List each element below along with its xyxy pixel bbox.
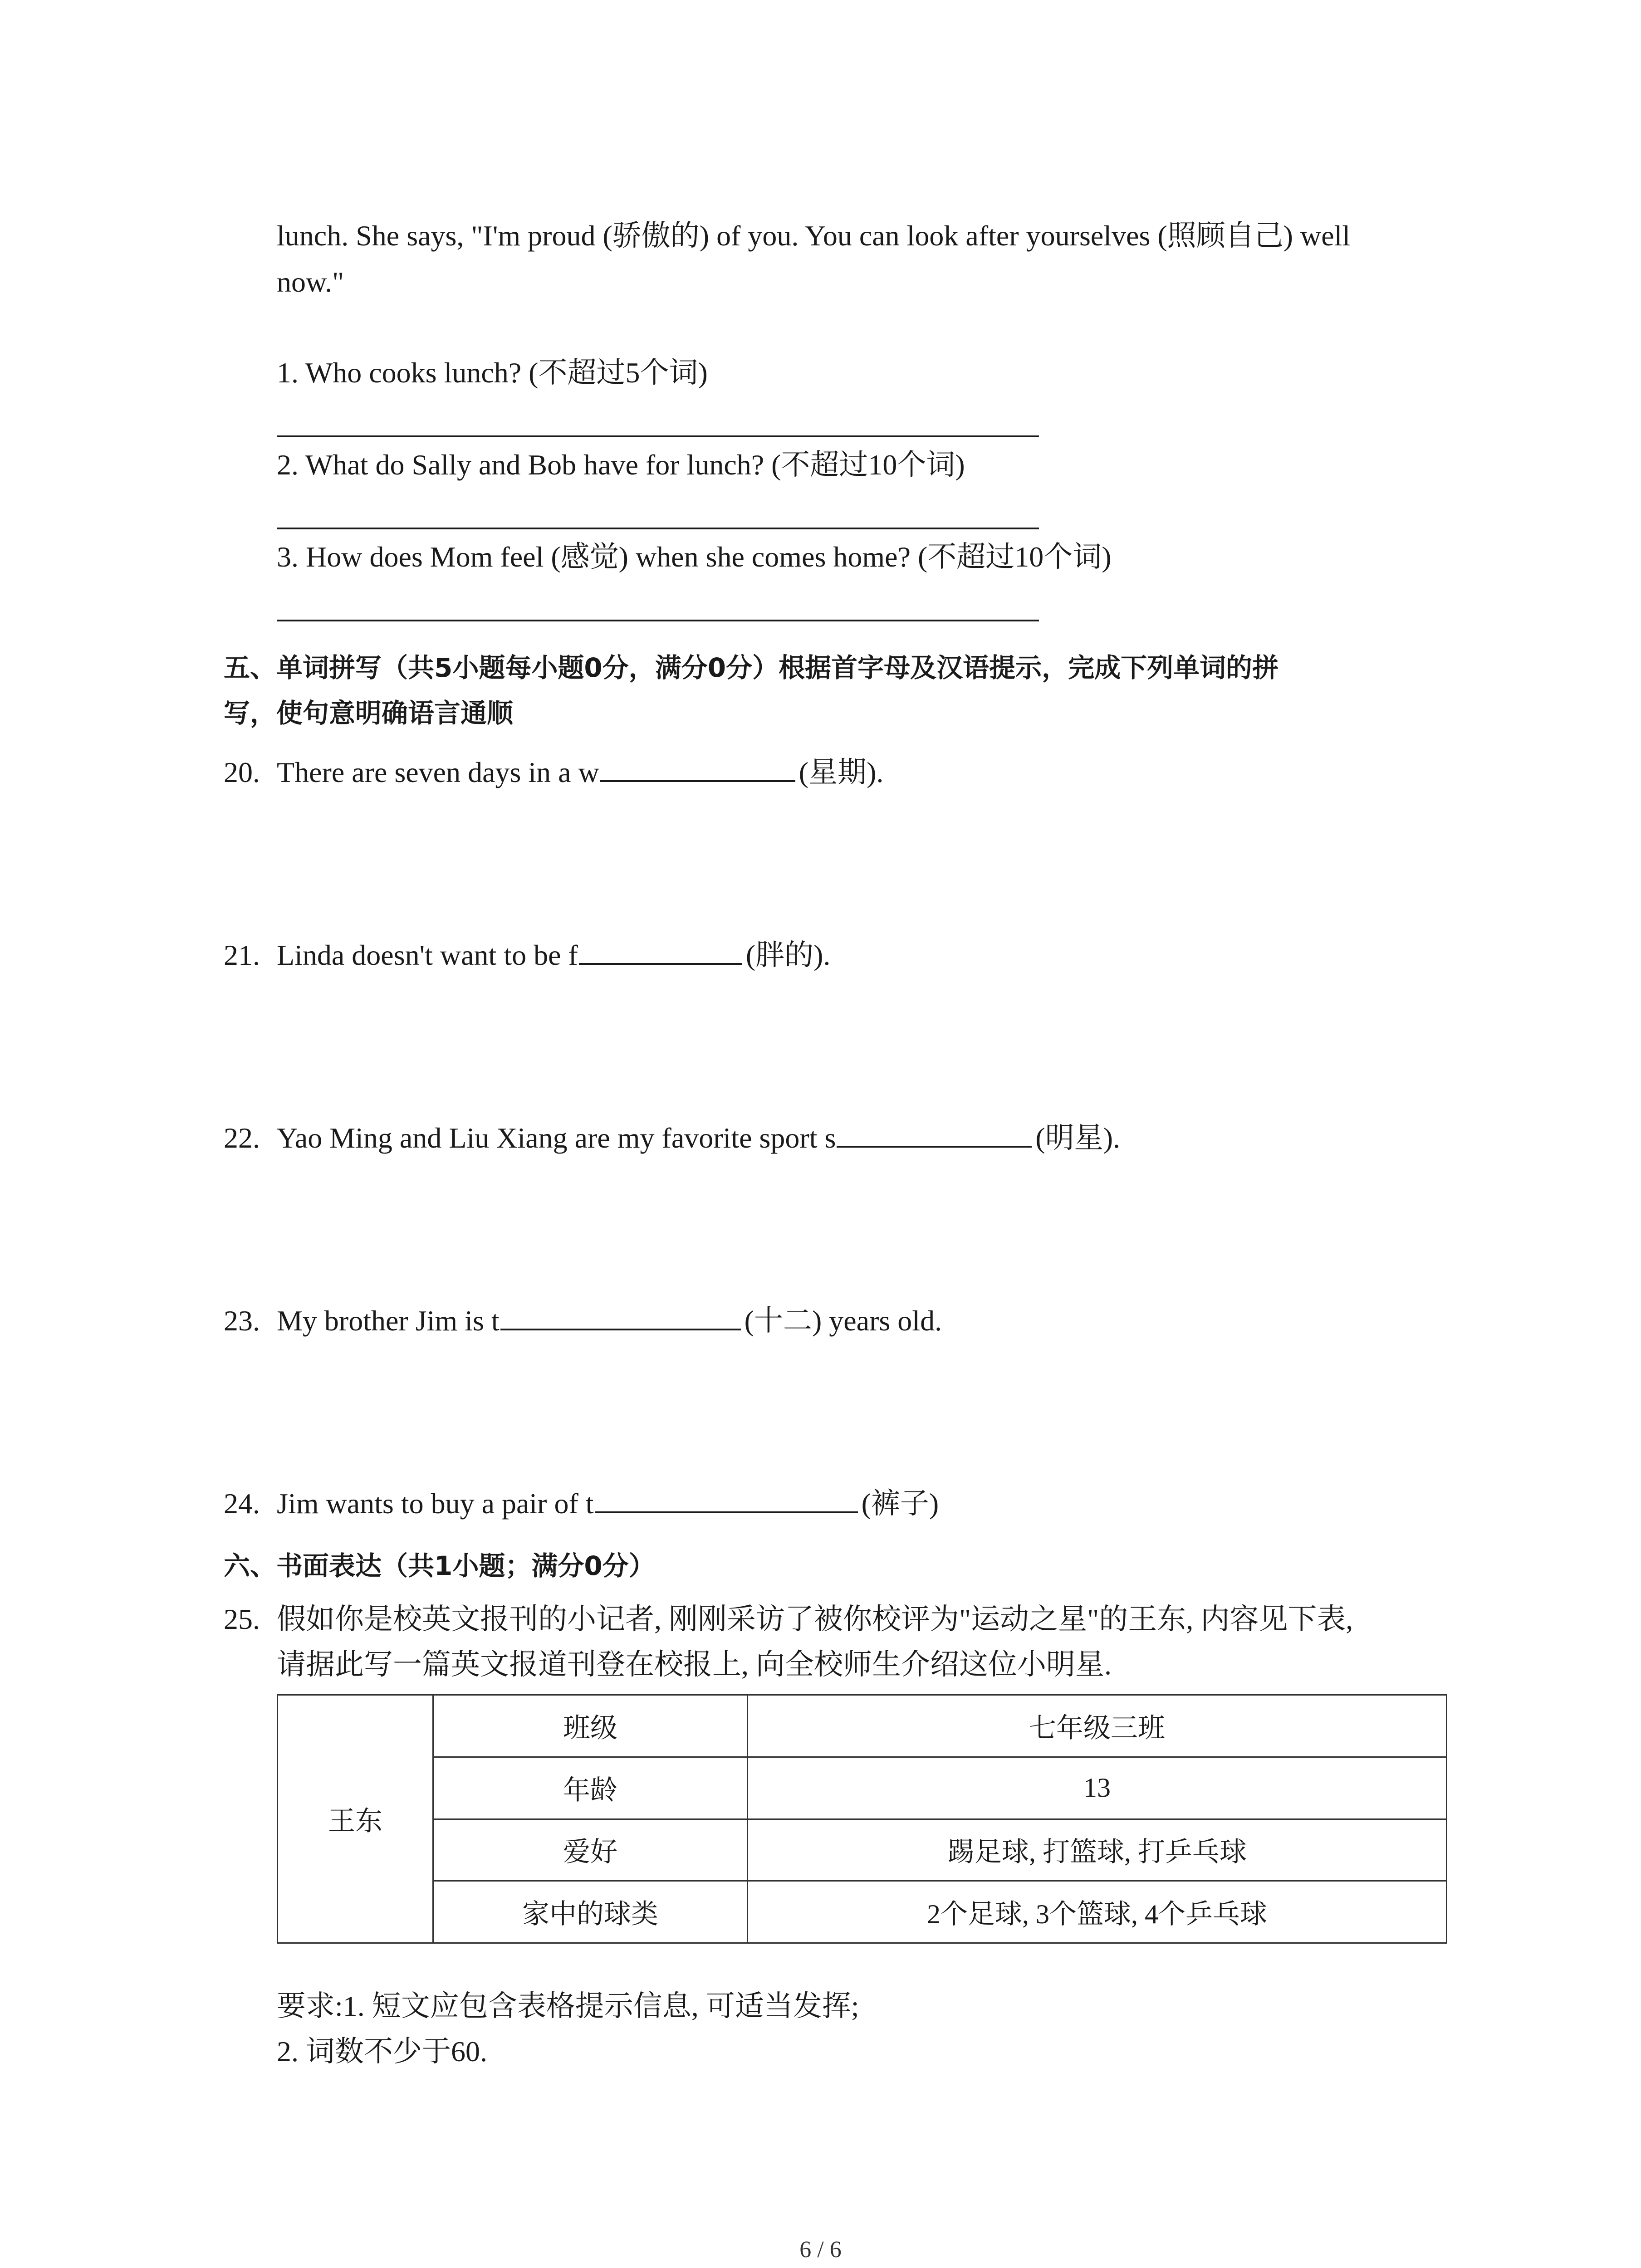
table-row bbox=[278, 1819, 1447, 1881]
item-text: Yao Ming and Liu Xiang are my favorite sport s bbox=[277, 1122, 836, 1154]
answer-line-1[interactable] bbox=[277, 435, 1039, 437]
writing-question-line-1 bbox=[224, 1601, 1353, 1637]
item-text: Linda doesn't want to be f bbox=[277, 939, 578, 971]
table-row bbox=[278, 1757, 1447, 1819]
item-hint: (十二) years old. bbox=[744, 1305, 942, 1337]
name-cell: 王东 bbox=[278, 1695, 433, 1943]
passage-line-2: now." bbox=[277, 266, 344, 298]
value-cell: 七年级三班 bbox=[748, 1695, 1447, 1757]
answer-blank[interactable] bbox=[579, 936, 742, 965]
section6-heading: 六、书面表达（共1小题；满分0分） bbox=[224, 1550, 655, 1581]
item-hint: (裤子) bbox=[861, 1487, 939, 1520]
question-3: 3. How does Mom feel (感觉) when she comes home? (不超过10个词) bbox=[277, 541, 1112, 573]
item-number: 22. bbox=[224, 1122, 260, 1154]
item-hint: (胖的). bbox=[745, 939, 831, 971]
item-hint: (明星). bbox=[1035, 1122, 1121, 1154]
item-text: My brother Jim is t bbox=[277, 1305, 500, 1337]
item-number: 21. bbox=[224, 939, 260, 971]
question-2: 2. What do Sally and Bob have for lunch? (不超过10个词) bbox=[277, 449, 965, 481]
label-cell: 班级 bbox=[433, 1695, 748, 1757]
item-number: 24. bbox=[224, 1487, 260, 1520]
requirement-line-1: 要求:1. 短文应包含表格提示信息, 可适当发挥; bbox=[277, 1990, 859, 2022]
spelling-item-23 bbox=[224, 1301, 942, 1339]
answer-line-3[interactable] bbox=[277, 620, 1039, 621]
item-number: 25. bbox=[224, 1603, 260, 1635]
section5-heading-line-2: 写，使句意明确语言通顺 bbox=[224, 698, 514, 728]
answer-blank[interactable] bbox=[500, 1301, 741, 1330]
writing-question-line-2: 请据此写一篇英文报道刊登在校报上, 向全校师生介绍这位小明星. bbox=[277, 1648, 1112, 1681]
item-text: There are seven days in a w bbox=[277, 756, 599, 788]
spelling-item-24 bbox=[224, 1484, 939, 1522]
value-cell: 踢足球, 打篮球, 打乒乓球 bbox=[748, 1819, 1447, 1881]
answer-line-2[interactable] bbox=[277, 528, 1039, 529]
answer-blank[interactable] bbox=[600, 753, 795, 782]
item-number: 23. bbox=[224, 1305, 260, 1337]
value-cell: 13 bbox=[748, 1757, 1447, 1819]
value-cell: 2个足球, 3个篮球, 4个乒乓球 bbox=[748, 1881, 1447, 1943]
item-text: Jim wants to buy a pair of t bbox=[277, 1487, 594, 1520]
label-cell: 爱好 bbox=[433, 1819, 748, 1881]
info-table bbox=[277, 1694, 1447, 1944]
spelling-item-21 bbox=[224, 936, 830, 973]
table-row bbox=[278, 1695, 1447, 1757]
spelling-item-22 bbox=[224, 1119, 1120, 1156]
label-cell: 家中的球类 bbox=[433, 1881, 748, 1943]
spelling-item-20 bbox=[224, 753, 883, 791]
question-1: 1. Who cooks lunch? (不超过5个词) bbox=[277, 357, 708, 389]
section5-heading-line-1: 五、单词拼写（共5小题每小题0分，满分0分）根据首字母及汉语提示，完成下列单词的拼 bbox=[224, 652, 1279, 683]
label-cell: 年龄 bbox=[433, 1757, 748, 1819]
table-row bbox=[278, 1881, 1447, 1943]
answer-blank[interactable] bbox=[837, 1119, 1032, 1148]
question-text: 假如你是校英文报刊的小记者, 刚刚采访了被你校评为"运动之星"的王东, 内容见下表, bbox=[277, 1603, 1353, 1635]
page-number: 6 / 6 bbox=[799, 2237, 842, 2263]
item-number: 20. bbox=[224, 756, 260, 788]
item-hint: (星期). bbox=[798, 756, 884, 788]
requirement-line-2: 2. 词数不少于60. bbox=[277, 2035, 487, 2068]
passage-line-1: lunch. She says, "I'm proud (骄傲的) of you. You can look after yourselves (照顾自己) well bbox=[277, 220, 1351, 252]
answer-blank[interactable] bbox=[595, 1484, 858, 1513]
